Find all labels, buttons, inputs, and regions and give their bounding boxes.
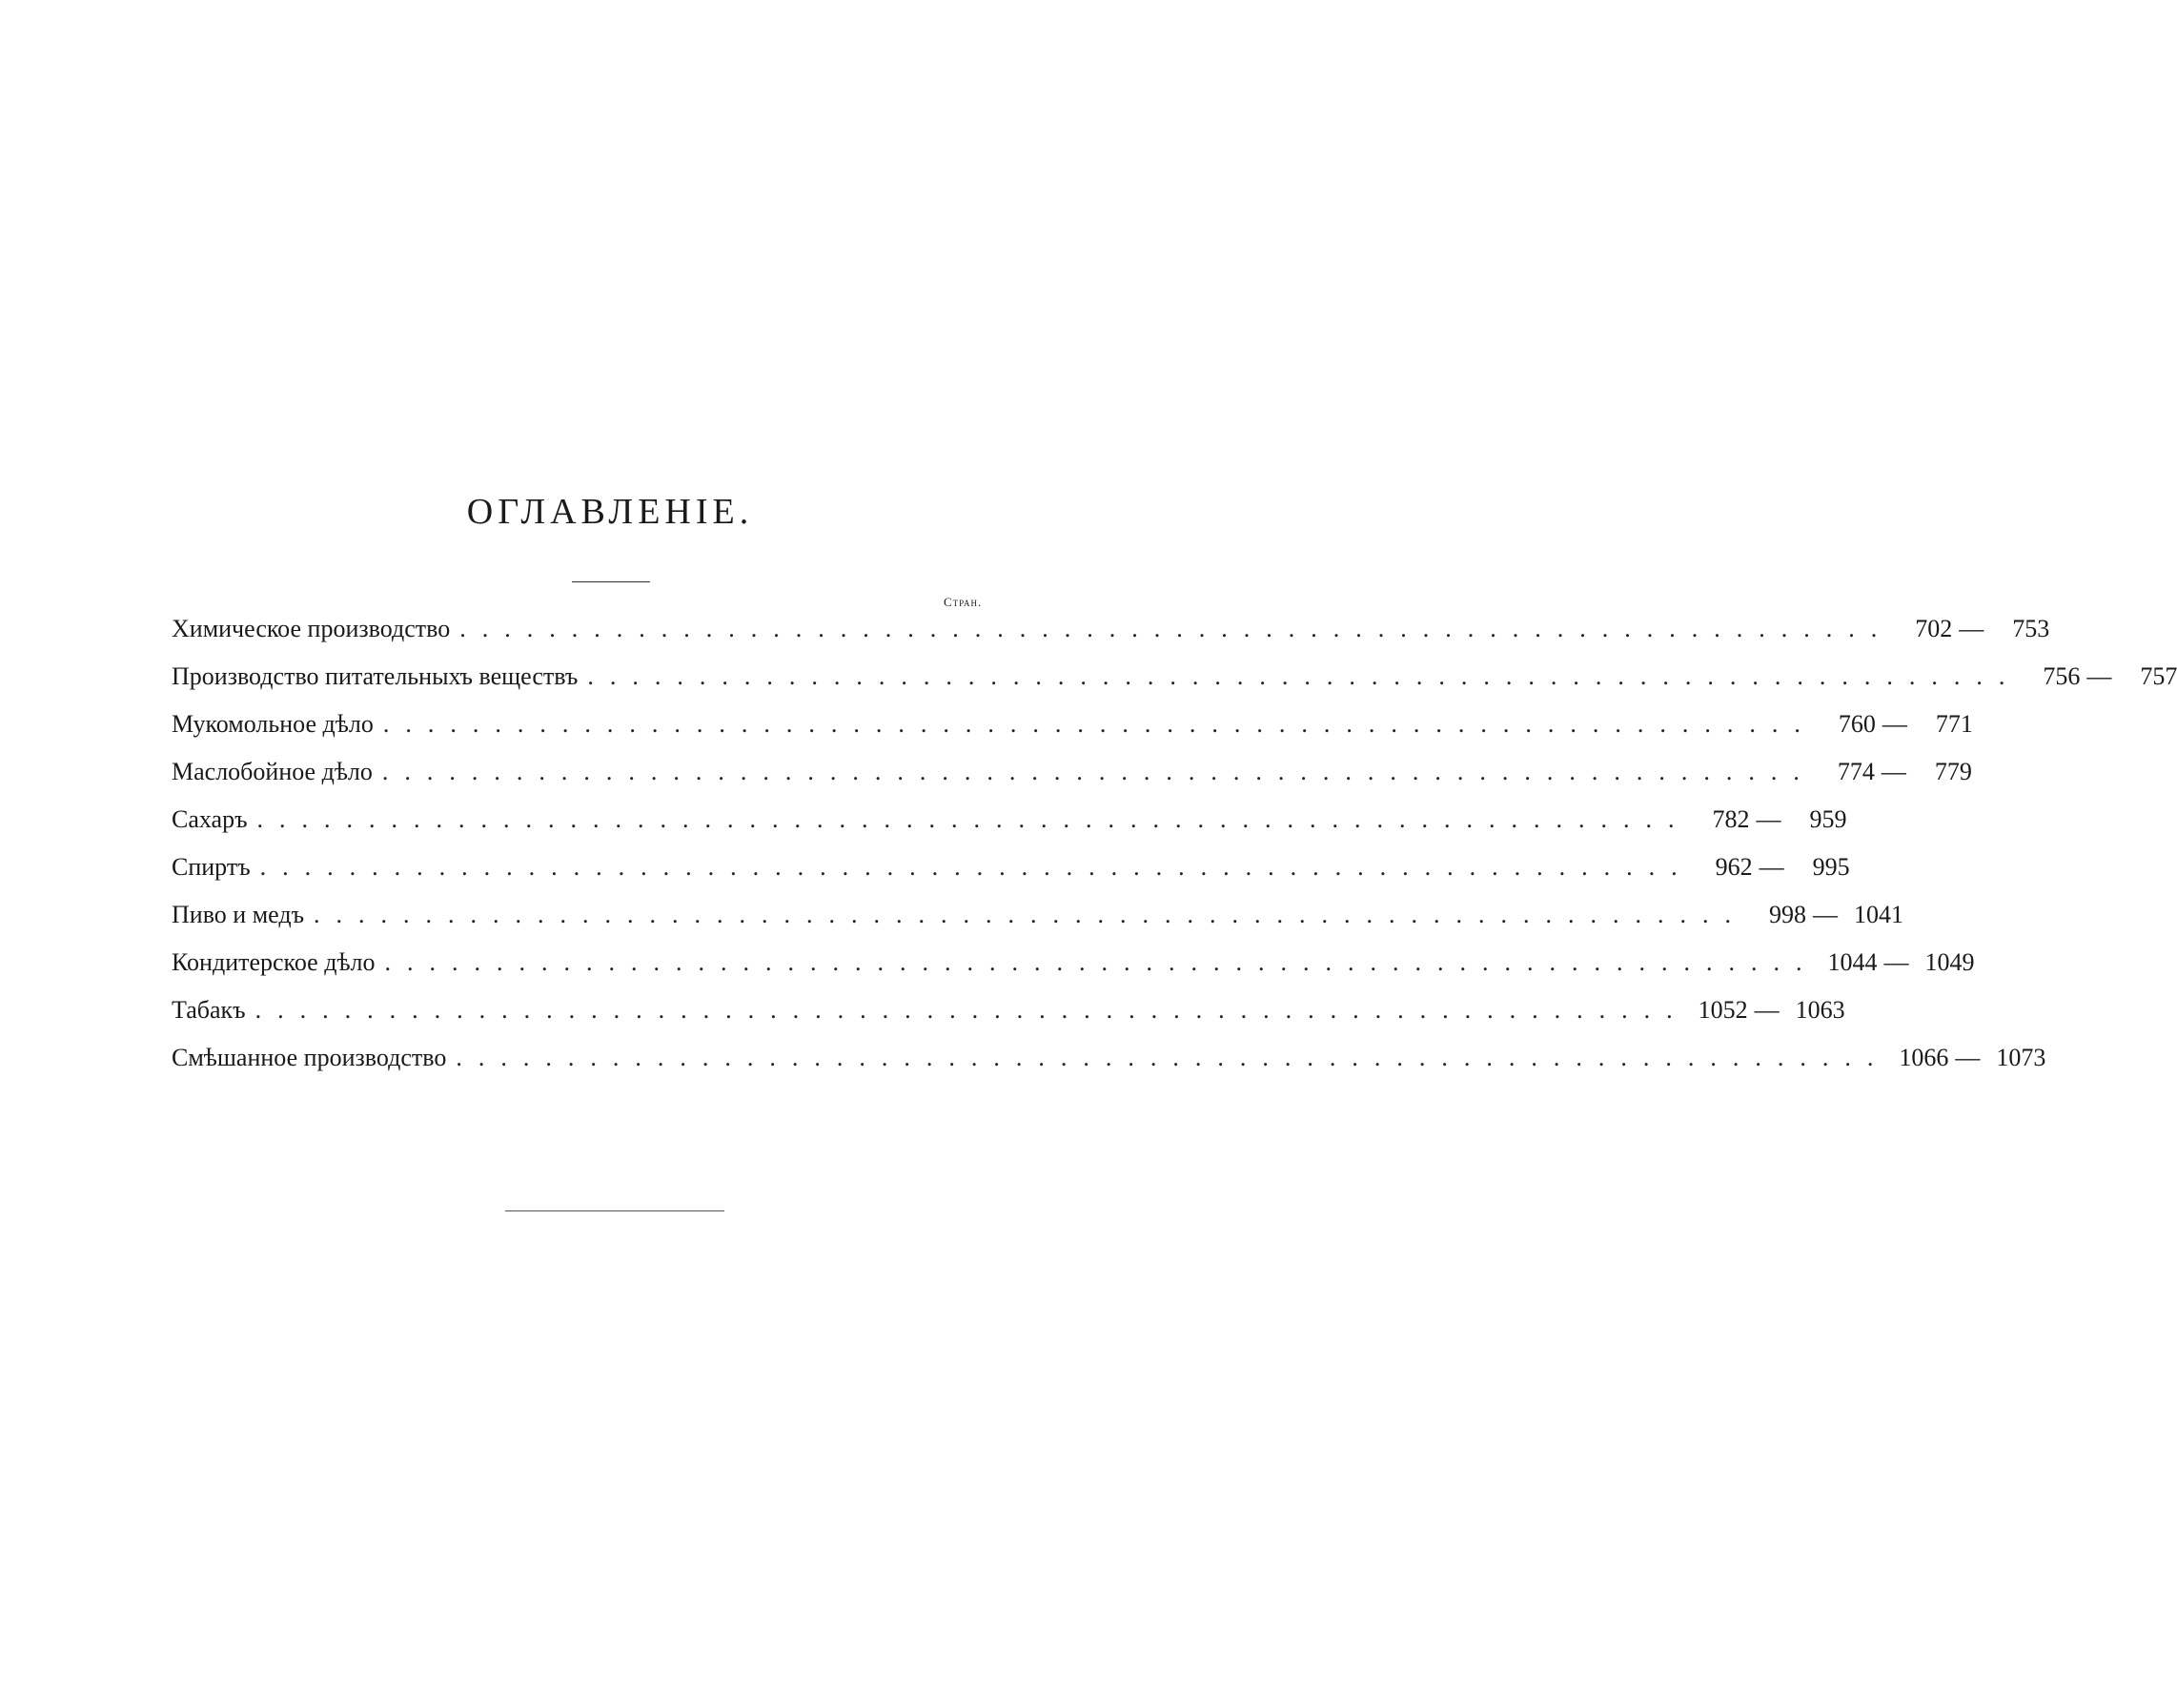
page-range-dash: — [1756, 805, 1781, 833]
page-range-dash: — [2086, 662, 2112, 690]
table-of-contents [172, 615, 2177, 1091]
page-range-dash: — [1759, 853, 1784, 881]
toc-entry-pages [1691, 805, 1847, 834]
page-title: ОГЛАВЛЕНІЕ. [466, 492, 754, 532]
page-to: 779 [1934, 758, 1972, 785]
page-from: 702 [1915, 615, 1953, 642]
toc-entry-title: Спиртъ [172, 853, 251, 881]
page-to: 995 [1812, 853, 1850, 881]
page-from: 962 [1715, 853, 1753, 881]
dot-leader: ................................................................ [459, 615, 1894, 642]
page-range-dash: — [1883, 948, 1909, 976]
toc-entry [172, 615, 2050, 662]
page-from: 1052 [1698, 996, 1748, 1024]
toc-entry-pages [1747, 901, 1903, 929]
dot-leader: ................................................................ [382, 710, 1817, 738]
toc-entry [172, 948, 1975, 996]
toc-entry [172, 1044, 2046, 1091]
page-to: 959 [1809, 805, 1847, 833]
toc-entry-title: Пиво и медъ [172, 901, 305, 928]
toc-entry-pages [1816, 758, 1972, 786]
page-to: 1049 [1924, 948, 1975, 976]
toc-entry-title: Смѣшанное производство [172, 1044, 447, 1071]
toc-entry-title: Маслобойное дѣло [172, 758, 373, 785]
toc-entry [172, 758, 1972, 805]
dot-leader: ................................................................ [587, 662, 2022, 690]
title-divider [572, 581, 650, 582]
toc-entry-pages [2021, 662, 2177, 691]
toc-entry [172, 805, 1847, 853]
toc-entry-pages [1689, 996, 1845, 1025]
dot-leader: ................................................................ [314, 901, 1748, 928]
toc-entry-title: Табакъ [172, 996, 246, 1024]
dot-leader: ................................................................ [256, 805, 1691, 833]
toc-entry-pages [1817, 710, 1973, 739]
page-range-dash: — [1959, 615, 1984, 642]
page-from: 782 [1712, 805, 1750, 833]
page-to: 1063 [1795, 996, 1845, 1024]
toc-entry [172, 662, 2177, 710]
closing-divider [505, 1210, 724, 1211]
toc-entry-pages [1893, 615, 2049, 643]
toc-entry-title: Мукомольное дѣло [172, 710, 374, 738]
page-range-dash: — [1754, 996, 1780, 1024]
toc-entry-pages [1819, 948, 1975, 977]
toc-entry-title: Химическое производство [172, 615, 451, 642]
toc-entry-pages [1694, 853, 1850, 882]
page-to: 757 [2140, 662, 2177, 690]
toc-entry-title: Производство питательныхъ веществъ [172, 662, 579, 690]
dot-leader: ................................................................ [259, 853, 1694, 881]
dot-leader: ................................................................ [456, 1044, 1890, 1071]
toc-entry [172, 710, 1973, 758]
page-from: 760 [1838, 710, 1876, 738]
page-to: 753 [2012, 615, 2050, 642]
toc-entry-title: Кондитерское дѣло [172, 948, 376, 976]
page-from: 1066 [1899, 1044, 1949, 1071]
toc-entry-title: Сахаръ [172, 805, 248, 833]
page-from: 998 [1769, 901, 1807, 928]
page-from: 756 [2043, 662, 2081, 690]
page-range-dash: — [1955, 1044, 1981, 1071]
page-from: 1044 [1827, 948, 1878, 976]
dot-leader: ................................................................ [254, 996, 1689, 1024]
page-from: 774 [1837, 758, 1875, 785]
toc-entry-pages [1889, 1044, 2045, 1072]
pages-column-header: Стран. [944, 595, 983, 609]
toc-entry [172, 901, 1904, 948]
page-to: 771 [1935, 710, 1973, 738]
page-to: 1041 [1854, 901, 1904, 928]
dot-leader: ................................................................ [384, 948, 1819, 976]
page-range-dash: — [1813, 901, 1839, 928]
toc-entry [172, 996, 1845, 1044]
dot-leader: ................................................................ [381, 758, 1816, 785]
toc-entry [172, 853, 1850, 901]
page-range-dash: — [1881, 758, 1906, 785]
page-to: 1073 [1996, 1044, 2046, 1071]
page-range-dash: — [1882, 710, 1907, 738]
